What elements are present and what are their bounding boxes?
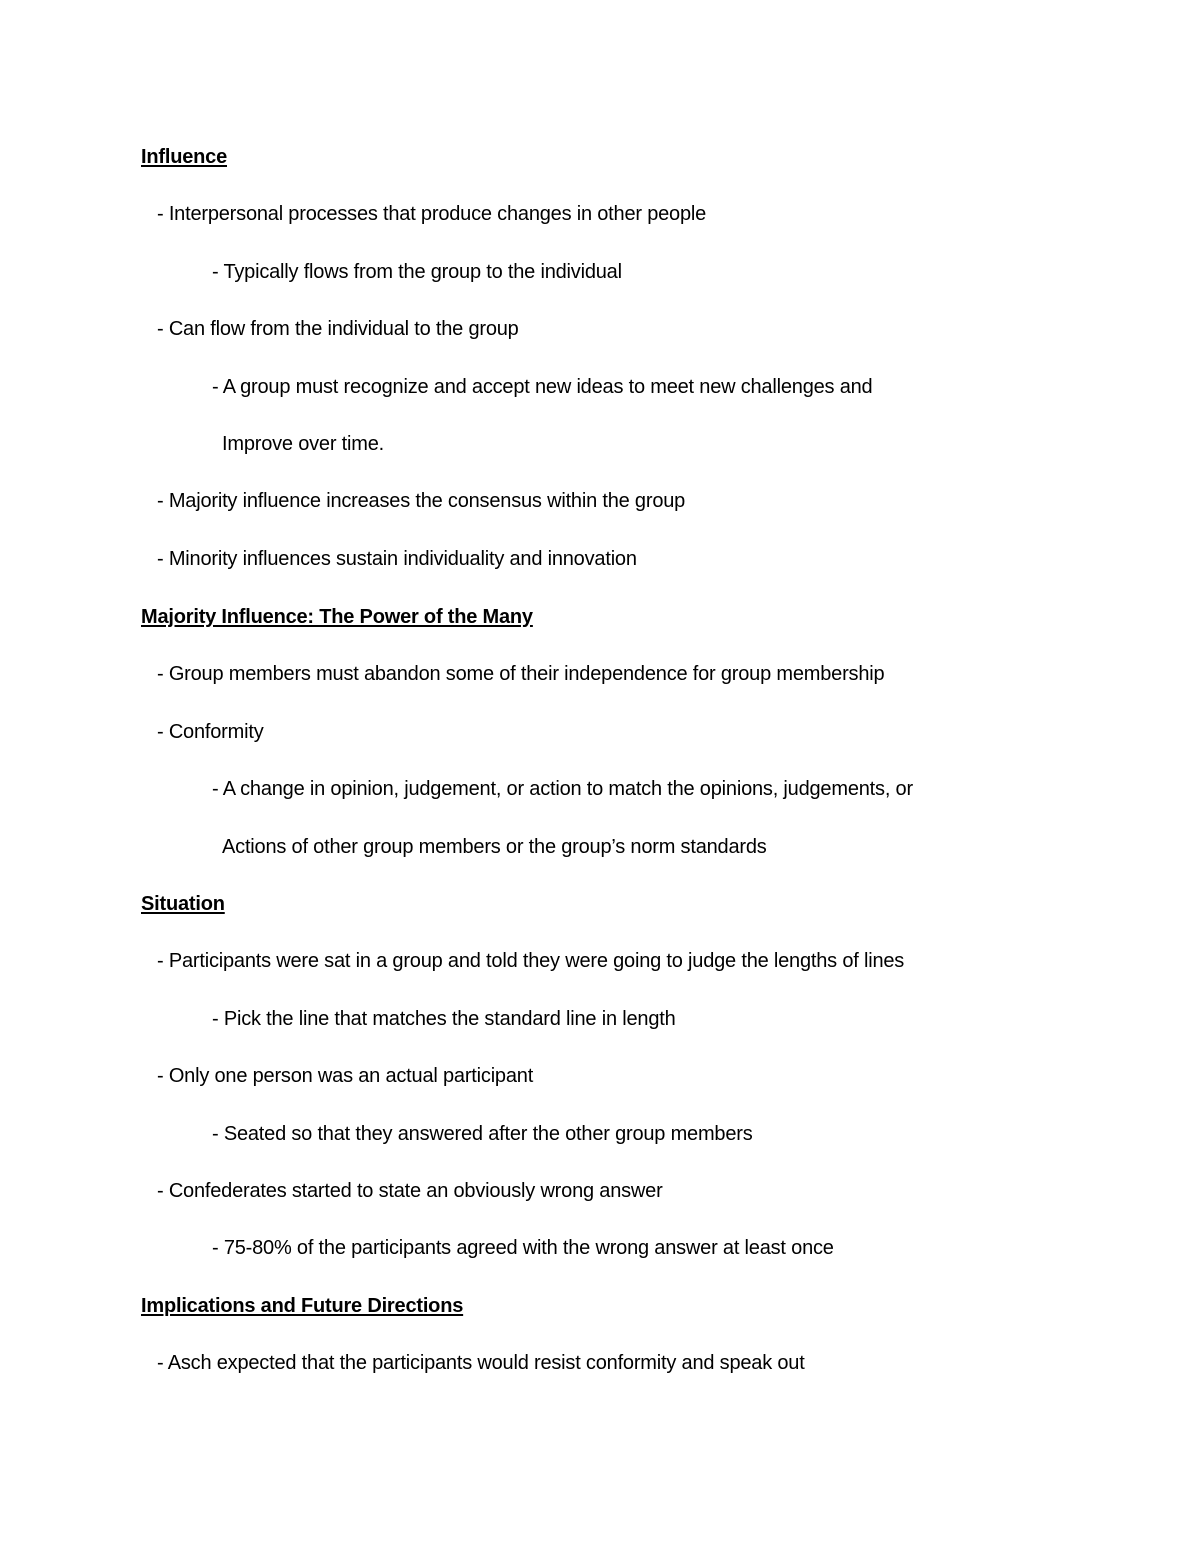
sub-bullet-item: - Seated so that they answered after the other group members bbox=[212, 1123, 753, 1145]
bullet-item: - Group members must abandon some of their independence for group membership bbox=[157, 663, 885, 685]
bullet-item: - Minority influences sustain individuality and innovation bbox=[157, 548, 637, 570]
section-heading-implications: Implications and Future Directions bbox=[141, 1295, 464, 1317]
bullet-item: - Only one person was an actual participant bbox=[157, 1065, 534, 1087]
bullet-item: - Majority influence increases the consensus within the group bbox=[157, 490, 686, 512]
section-heading-majority-influence: Majority Influence: The Power of the Many bbox=[141, 606, 533, 628]
section-heading-influence: Influence bbox=[141, 146, 227, 168]
section-heading-situation: Situation bbox=[141, 893, 225, 915]
bullet-item: - Asch expected that the participants would resist conformity and speak out bbox=[157, 1352, 805, 1374]
bullet-item: - Conformity bbox=[157, 721, 264, 743]
sub-bullet-item: - Pick the line that matches the standard line in length bbox=[212, 1008, 676, 1030]
sub-bullet-item: - 75-80% of the participants agreed with the wrong answer at least once bbox=[212, 1237, 834, 1259]
bullet-item: - Can flow from the individual to the group bbox=[157, 318, 519, 340]
bullet-item: - Confederates started to state an obviously wrong answer bbox=[157, 1180, 663, 1202]
sub-bullet-item: - A change in opinion, judgement, or action to match the opinions, judgements, or bbox=[212, 778, 913, 800]
bullet-item: - Participants were sat in a group and told they were going to judge the lengths of lines bbox=[157, 950, 905, 972]
sub-bullet-item: - Typically flows from the group to the individual bbox=[212, 261, 622, 283]
sub-bullet-item: - A group must recognize and accept new ideas to meet new challenges and bbox=[212, 376, 873, 398]
sub-bullet-continuation: Actions of other group members or the group’s norm standards bbox=[222, 836, 767, 858]
bullet-item: - Interpersonal processes that produce changes in other people bbox=[157, 203, 707, 225]
sub-bullet-continuation: Improve over time. bbox=[222, 433, 385, 455]
